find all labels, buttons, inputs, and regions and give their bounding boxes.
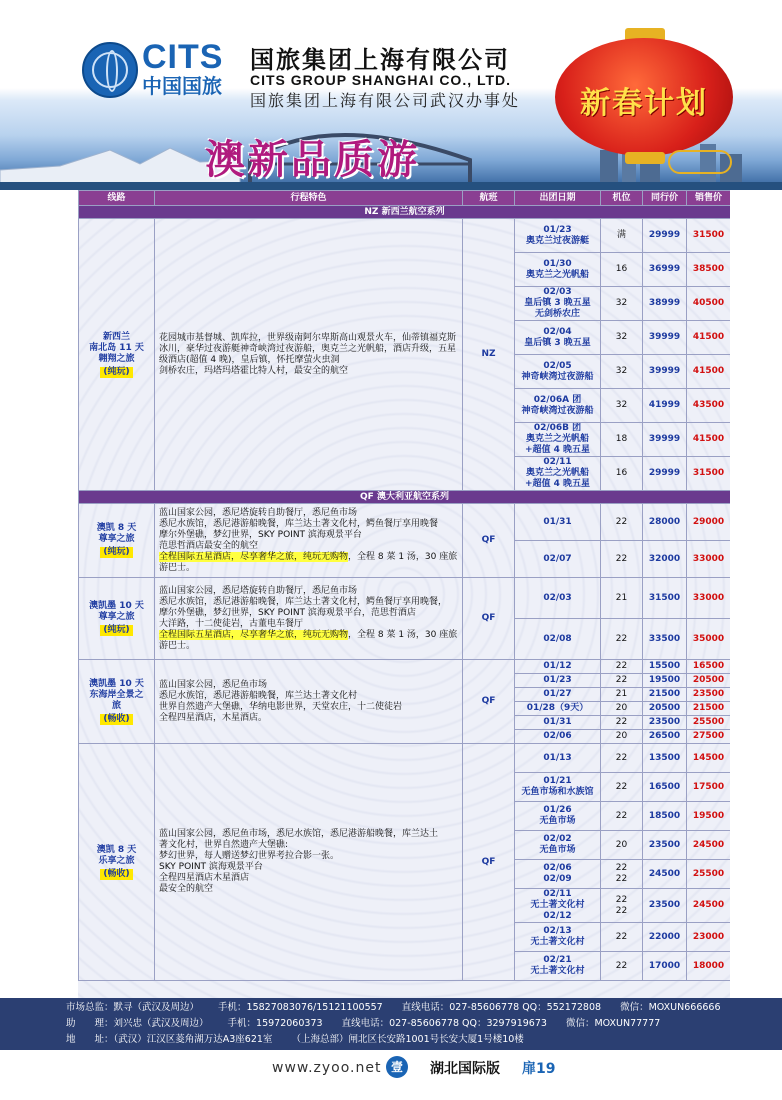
seat-value: 32 <box>615 400 628 410</box>
seat-cell <box>601 923 643 952</box>
departure-date-cell <box>515 831 601 860</box>
flight-cell: QF <box>463 578 515 660</box>
globe-meridian <box>106 50 118 92</box>
seat-cell <box>601 773 643 802</box>
sale-price-cell: 18000 <box>687 952 731 981</box>
route-tag: (纯玩) <box>100 625 132 636</box>
departure-date-cell <box>515 688 601 702</box>
seat-value: 16 <box>615 468 628 478</box>
itinerary-features-cell <box>155 744 463 981</box>
sale-price-cell: 29000 <box>687 504 731 541</box>
footer-field: （上海总部）闸北区长安路1001号长安大厦1号楼10楼 <box>291 1034 524 1045</box>
feature-line: SKY POINT 滨海观景平台 <box>159 862 263 872</box>
route-name-line: 澳凯墨 10 天 <box>89 678 144 689</box>
route-name-line: 澳凯 8 天 <box>96 844 137 855</box>
seat-cell <box>601 860 643 889</box>
date-line: 02/06 <box>543 863 572 873</box>
departure-date-cell <box>515 744 601 773</box>
column-header: 同行价 <box>643 191 687 206</box>
date-line: 无鱼市场 <box>539 845 576 855</box>
feature-line: 大洋路，十二使徒岩，古董电车餐厅 <box>159 618 304 629</box>
sale-price-cell: 19500 <box>687 802 731 831</box>
date-line: 02/06 <box>543 731 572 741</box>
seat-value: 22 <box>615 781 628 792</box>
table-row <box>79 219 731 253</box>
column-header: 行程特色 <box>155 191 463 206</box>
header-banner <box>0 0 782 190</box>
seat-cell <box>601 688 643 702</box>
date-line: 01/31 <box>543 516 572 527</box>
column-header: 销售价 <box>687 191 731 206</box>
date-line: 02/02 <box>543 834 572 844</box>
departure-date-cell <box>515 504 601 541</box>
seat-cell <box>601 716 643 730</box>
flight-cell: QF <box>463 744 515 981</box>
peer-price-cell: 36999 <box>643 253 687 287</box>
feature-line: 最安全的航空 <box>159 884 214 894</box>
feature-line: 梦幻世界，每人赠送梦幻世界考拉合影一张。 <box>159 851 340 861</box>
edition-name: 湖北国际版 <box>430 1061 500 1077</box>
table-row <box>79 660 731 674</box>
departure-date-cell <box>515 423 601 457</box>
seat-cell <box>601 355 643 389</box>
feature-line: 世界自然遗产大堡礁，华纳电影世界，天堂农庄，十二使徒岩 <box>159 701 403 712</box>
footer-field: 手机：15972060373 <box>227 1018 323 1029</box>
departure-date-cell <box>515 321 601 355</box>
seat-value: 22 <box>615 633 628 644</box>
footer-field: 微信：MOXUN77777 <box>565 1018 661 1029</box>
departure-date-cell <box>515 702 601 716</box>
peer-price-cell: 26500 <box>643 730 687 744</box>
route-cell <box>79 578 155 660</box>
date-line: 01/21 <box>543 776 572 786</box>
peer-price-cell: 20500 <box>643 702 687 716</box>
table-row <box>79 744 731 773</box>
feature-line: 蓝山国家公园，悉尼塔旋转自助餐厅，悉尼鱼市场 <box>159 507 358 518</box>
edition-badge-icon: 壹 <box>386 1056 408 1078</box>
departure-date-cell <box>515 889 601 923</box>
sale-price-cell: 24500 <box>687 831 731 860</box>
route-name-line: 东海岸全景之 <box>89 689 144 700</box>
company-branch: 国旅集团上海有限公司武汉办事处 <box>250 91 521 110</box>
date-line: 02/03 <box>543 287 572 297</box>
sale-price-cell: 41500 <box>687 355 731 389</box>
seat-cell <box>601 802 643 831</box>
departure-date-cell <box>515 773 601 802</box>
brand-en: CITS <box>142 38 224 76</box>
peer-price-cell: 23500 <box>643 716 687 730</box>
footer-field: 直线电话：027-85606778 QQ：552172808 <box>401 1002 602 1013</box>
sale-price-cell: 41500 <box>687 321 731 355</box>
section-title: QF 澳大利亚航空系列 <box>79 491 731 504</box>
seat-cell <box>601 219 643 253</box>
departure-date-cell <box>515 219 601 253</box>
date-line: 02/08 <box>543 633 572 644</box>
lantern-bottom <box>625 152 665 164</box>
peer-price-cell: 22000 <box>643 923 687 952</box>
peer-price-cell: 39999 <box>643 423 687 457</box>
departure-date-cell <box>515 457 601 491</box>
departure-date-cell <box>515 253 601 287</box>
feature-line: 著文化村，世界自然遗产大堡礁: <box>159 840 289 850</box>
date-line: 02/04 <box>543 326 572 337</box>
sale-price-cell: 21500 <box>687 702 731 716</box>
route-name-line: 翱翔之旅 <box>98 353 135 364</box>
sale-price-cell: 40500 <box>687 287 731 321</box>
sale-price-cell: 33000 <box>687 578 731 619</box>
brand-cn: 中国国旅 <box>142 74 222 98</box>
peer-price-cell: 16500 <box>643 773 687 802</box>
section-title: NZ 新西兰航空系列 <box>79 206 731 219</box>
feature-line: 蓝山国家公园，悉尼鱼市场，悉尼水族馆，悉尼港游船晚餐，库兰达土 <box>159 829 439 839</box>
seat-value: 20 <box>615 703 628 713</box>
feature-line: 摩尔外堡礁，梦幻世界，SKY POINT 滨海观景平台，范思哲酒店 <box>159 607 416 618</box>
seat-value: 32 <box>615 332 628 342</box>
seat-value: 22 <box>615 717 628 727</box>
seat-cell <box>601 541 643 578</box>
date-line: 02/06A 团 <box>533 394 582 405</box>
seat-value: 22 <box>615 553 628 564</box>
page-number: 扉19 <box>522 1061 556 1077</box>
flight-cell: QF <box>463 504 515 578</box>
date-line: +超值 4 晚五星 <box>524 445 591 455</box>
date-line: 02/05 <box>543 360 572 371</box>
date-line: 01/23 <box>543 224 572 235</box>
sale-price-cell: 35000 <box>687 619 731 660</box>
highlight-line <box>159 552 458 574</box>
feature-line: 全程四星酒店木星酒店 <box>159 873 250 883</box>
column-header: 机位 <box>601 191 643 206</box>
peer-price-cell: 19500 <box>643 674 687 688</box>
seat-cell <box>601 660 643 674</box>
seat-value: 21 <box>615 689 628 699</box>
sale-price-cell: 16500 <box>687 660 731 674</box>
seat-value: 18 <box>615 434 628 444</box>
seat-cell <box>601 253 643 287</box>
route-tag: (纯玩) <box>100 367 132 378</box>
peer-price-cell: 24500 <box>643 860 687 889</box>
feature-line: 摩尔外堡礁，梦幻世界，SKY POINT 滨海观景平台 <box>159 529 362 540</box>
sale-price-cell: 14500 <box>687 744 731 773</box>
cloud-ornament-icon <box>668 150 732 174</box>
highlight-tail: ，全程 8 菜 1 汤，30 座旅游巴士。 <box>159 629 458 651</box>
banner-title: 澳新品质游 <box>205 137 420 183</box>
footer-field: 手机：15827083076/15121100557 <box>218 1002 383 1013</box>
footer-field: 微信：MOXUN666666 <box>620 1002 721 1013</box>
feature-line: 全程四星酒店，木星酒店。 <box>159 712 268 723</box>
seat-cell <box>601 952 643 981</box>
feature-line: 范思哲酒店最安全的航空 <box>159 540 259 551</box>
departure-date-cell <box>515 730 601 744</box>
section-header-row <box>79 206 731 219</box>
route-cell <box>79 660 155 744</box>
highlight-line <box>159 630 458 652</box>
departure-date-cell <box>515 389 601 423</box>
route-name-line: 乐享之旅 <box>98 855 135 866</box>
section-header-row <box>79 491 731 504</box>
seat-value: 22 <box>615 810 628 821</box>
seat-value: 22 <box>615 516 628 527</box>
itinerary-table-wrap <box>78 190 730 998</box>
departure-date-cell <box>515 923 601 952</box>
date-line: 02/09 <box>543 874 572 884</box>
column-header: 出团日期 <box>515 191 601 206</box>
route-tag: (畅收) <box>100 714 132 725</box>
seat-cell <box>601 730 643 744</box>
seat-cell <box>601 889 643 923</box>
date-line: 皇后镇 3 晚五星 <box>524 337 591 348</box>
departure-date-cell <box>515 541 601 578</box>
table-body <box>79 206 731 981</box>
departure-date-cell <box>515 619 601 660</box>
seat-cell <box>601 702 643 716</box>
seat-value: 22 <box>615 863 628 873</box>
feature-line: 悉尼水族馆，悉尼港游船晚餐，库兰达土著文化村 <box>159 690 358 701</box>
lantern-text: 新春计划 <box>580 86 708 121</box>
seat-cell <box>601 287 643 321</box>
feature-line: 花园城市基督城、凯库拉，世界级南阿尔卑斯高山观景火车，仙蒂镇福克斯冰川，豪华过夜游艇神奇峡湾过夜游船，奥克兰之光帆船，酒店升级，五星级酒店(超值 4 晚)，皇后镇，怀托摩萤火虫洞 <box>159 332 457 365</box>
feature-line: 蓝山国家公园，悉尼鱼市场 <box>159 679 268 690</box>
seat-value: 22 <box>615 675 628 685</box>
date-line: 神奇峡湾过夜游船 <box>521 371 594 382</box>
date-line: 01/31 <box>543 717 572 727</box>
peer-price-cell: 32000 <box>643 541 687 578</box>
seat-value: 32 <box>615 366 628 376</box>
sale-price-cell: 27500 <box>687 730 731 744</box>
sale-price-cell: 20500 <box>687 674 731 688</box>
seat-value: 20 <box>615 731 628 741</box>
peer-price-cell: 31500 <box>643 578 687 619</box>
seat-cell <box>601 831 643 860</box>
sale-price-cell: 25500 <box>687 860 731 889</box>
peer-price-cell: 15500 <box>643 660 687 674</box>
itinerary-features-cell <box>155 504 463 578</box>
departure-date-cell <box>515 578 601 619</box>
itinerary-features-cell <box>155 578 463 660</box>
sale-price-cell: 31500 <box>687 219 731 253</box>
peer-price-cell: 41999 <box>643 389 687 423</box>
peer-price-cell: 13500 <box>643 744 687 773</box>
date-line: 奥克兰之光帆船 <box>525 434 589 444</box>
seat-value: 22 <box>615 905 628 916</box>
sale-price-cell: 33000 <box>687 541 731 578</box>
peer-price-cell: 28000 <box>643 504 687 541</box>
date-line: 02/06B 团 <box>533 423 582 433</box>
route-cell <box>79 219 155 491</box>
date-line: 02/21 <box>543 955 572 965</box>
sale-price-cell: 24500 <box>687 889 731 923</box>
date-line: 奥克兰过夜游艇 <box>525 235 589 246</box>
date-line: 无鱼市场 <box>539 816 576 826</box>
peer-price-cell: 33500 <box>643 619 687 660</box>
route-name-line: 尊享之旅 <box>98 612 135 622</box>
route-cell <box>79 504 155 578</box>
date-line: 神奇峡湾过夜游船 <box>521 405 594 416</box>
route-name-line: 澳凯 8 天 <box>96 523 137 533</box>
itinerary-features-cell <box>155 219 463 491</box>
route-tag: (纯玩) <box>100 547 132 558</box>
footer-field: 直线电话：027-85606778 QQ：3297919673 <box>341 1018 547 1029</box>
footer-row <box>66 1000 737 1015</box>
seat-cell <box>601 457 643 491</box>
footer-row <box>66 1016 676 1031</box>
table-row <box>79 504 731 541</box>
feature-line: 蓝山国家公园，悉尼塔旋转自助餐厅，悉尼鱼市场 <box>159 585 358 596</box>
seat-value: 22 <box>615 661 628 671</box>
seat-value: 22 <box>615 931 628 942</box>
date-line: 02/07 <box>543 553 572 564</box>
route-name-line: 尊享之旅 <box>98 534 135 544</box>
sale-price-cell: 23000 <box>687 923 731 952</box>
peer-price-cell: 29999 <box>643 219 687 253</box>
departure-date-cell <box>515 355 601 389</box>
peer-price-cell: 23500 <box>643 831 687 860</box>
date-line: 01/26 <box>543 805 572 815</box>
date-line: 奥克兰之光帆船 <box>525 468 589 478</box>
date-line: 02/11 <box>543 889 572 899</box>
company-name-cn: 国旅集团上海有限公司 <box>250 46 510 74</box>
seat-cell <box>601 504 643 541</box>
sale-price-cell: 17500 <box>687 773 731 802</box>
seat-cell <box>601 578 643 619</box>
date-line: 无剑桥农庄 <box>534 309 580 319</box>
flight-cell: QF <box>463 660 515 744</box>
date-line: 02/13 <box>543 926 572 936</box>
highlight-tail: ，全程 8 菜 1 汤，30 座旅游巴士。 <box>159 551 458 573</box>
date-line: 01/13 <box>543 752 572 763</box>
date-line: 01/28（9天） <box>526 703 589 713</box>
sale-price-cell: 41500 <box>687 423 731 457</box>
date-line: 无土著文化村 <box>530 937 585 947</box>
date-line: 01/30 <box>543 258 572 269</box>
route-name-line: 南北岛 11 天 <box>89 342 144 353</box>
table-row <box>79 578 731 619</box>
date-line: 02/03 <box>543 592 572 603</box>
feature-line: 悉尼水族馆，悉尼港游船晚餐，库兰达土著文化村，鳄鱼餐厅享用晚餐 <box>159 518 439 529</box>
table-header-row <box>79 191 731 206</box>
date-line: 02/11 <box>543 457 572 467</box>
date-line: 无土著文化村 <box>530 966 585 976</box>
route-name-line: 旅 <box>111 700 121 711</box>
seat-value: 22 <box>615 960 628 971</box>
peer-price-cell: 23500 <box>643 889 687 923</box>
flight-cell: NZ <box>463 219 515 491</box>
seat-value: 22 <box>615 874 628 884</box>
seat-value: 满 <box>616 230 626 240</box>
seat-value: 32 <box>615 298 628 308</box>
seat-cell <box>601 744 643 773</box>
route-tag: (畅收) <box>100 869 132 880</box>
cits-globe-icon <box>82 42 138 98</box>
date-line: 01/27 <box>543 689 572 699</box>
company-name-en: CITS GROUP SHANGHAI CO., LTD. <box>250 72 512 88</box>
seat-cell <box>601 619 643 660</box>
highlight-text: 全程国际五星酒店，尽享奢华之旅，纯玩无购物 <box>159 629 349 640</box>
sale-price-cell: 25500 <box>687 716 731 730</box>
sale-price-cell: 23500 <box>687 688 731 702</box>
itinerary-features-cell <box>155 660 463 744</box>
departure-date-cell <box>515 660 601 674</box>
peer-price-cell: 21500 <box>643 688 687 702</box>
seat-value: 22 <box>615 894 628 905</box>
peer-price-cell: 38999 <box>643 287 687 321</box>
route-name-line: 澳凯墨 10 天 <box>89 601 144 611</box>
date-line: 皇后镇 3 晚五星 <box>524 298 591 308</box>
departure-date-cell <box>515 287 601 321</box>
seat-cell <box>601 389 643 423</box>
departure-date-cell <box>515 860 601 889</box>
date-line: 02/12 <box>543 911 572 921</box>
route-name-line: 新西兰 <box>102 331 130 342</box>
seat-cell <box>601 423 643 457</box>
itinerary-table <box>78 190 730 981</box>
seat-cell <box>601 321 643 355</box>
footer-field: 市场总监：默寻（武汉及周边） <box>66 1002 200 1013</box>
date-line: 01/23 <box>543 675 572 685</box>
peer-price-cell: 39999 <box>643 321 687 355</box>
sale-price-cell: 43500 <box>687 389 731 423</box>
column-header: 线路 <box>79 191 155 206</box>
page-footer <box>0 1050 782 1100</box>
departure-date-cell <box>515 716 601 730</box>
date-line: 奥克兰之光帆船 <box>525 269 589 280</box>
footer-field: 助 理：刘兴忠（武汉及周边） <box>66 1018 209 1029</box>
seat-value: 16 <box>615 264 628 274</box>
sale-price-cell: 38500 <box>687 253 731 287</box>
date-line: +超值 4 晚五星 <box>524 479 591 489</box>
date-line: 无鱼市场和水族馆 <box>521 787 594 797</box>
seat-value: 21 <box>615 592 628 603</box>
sale-price-cell: 31500 <box>687 457 731 491</box>
feature-line: 剑桥农庄，玛塔玛塔霍比特人村，最安全的航空 <box>159 365 349 376</box>
peer-price-cell: 17000 <box>643 952 687 981</box>
route-cell <box>79 744 155 981</box>
contact-footer <box>0 998 782 1050</box>
peer-price-cell: 29999 <box>643 457 687 491</box>
seat-value: 22 <box>615 752 628 763</box>
date-line: 01/12 <box>543 661 572 671</box>
departure-date-cell <box>515 674 601 688</box>
footer-field: 地 址：（武汉）江汉区菱角湖万达A3座621室 <box>66 1034 273 1045</box>
website-link[interactable]: www.zyoo.net <box>272 1060 382 1076</box>
column-header: 航班 <box>463 191 515 206</box>
date-line: 无土著文化村 <box>530 900 585 910</box>
peer-price-cell: 39999 <box>643 355 687 389</box>
highlight-text: 全程国际五星酒店，尽享奢华之旅，纯玩无购物 <box>159 551 349 562</box>
feature-line: 悉尼水族馆，悉尼港游船晚餐，库兰达土著文化村，鳄鱼餐厅享用晚餐， <box>159 596 448 607</box>
departure-date-cell <box>515 952 601 981</box>
departure-date-cell <box>515 802 601 831</box>
seat-cell <box>601 674 643 688</box>
footer-row <box>66 1032 540 1047</box>
seat-value: 20 <box>615 839 628 850</box>
peer-price-cell: 18500 <box>643 802 687 831</box>
